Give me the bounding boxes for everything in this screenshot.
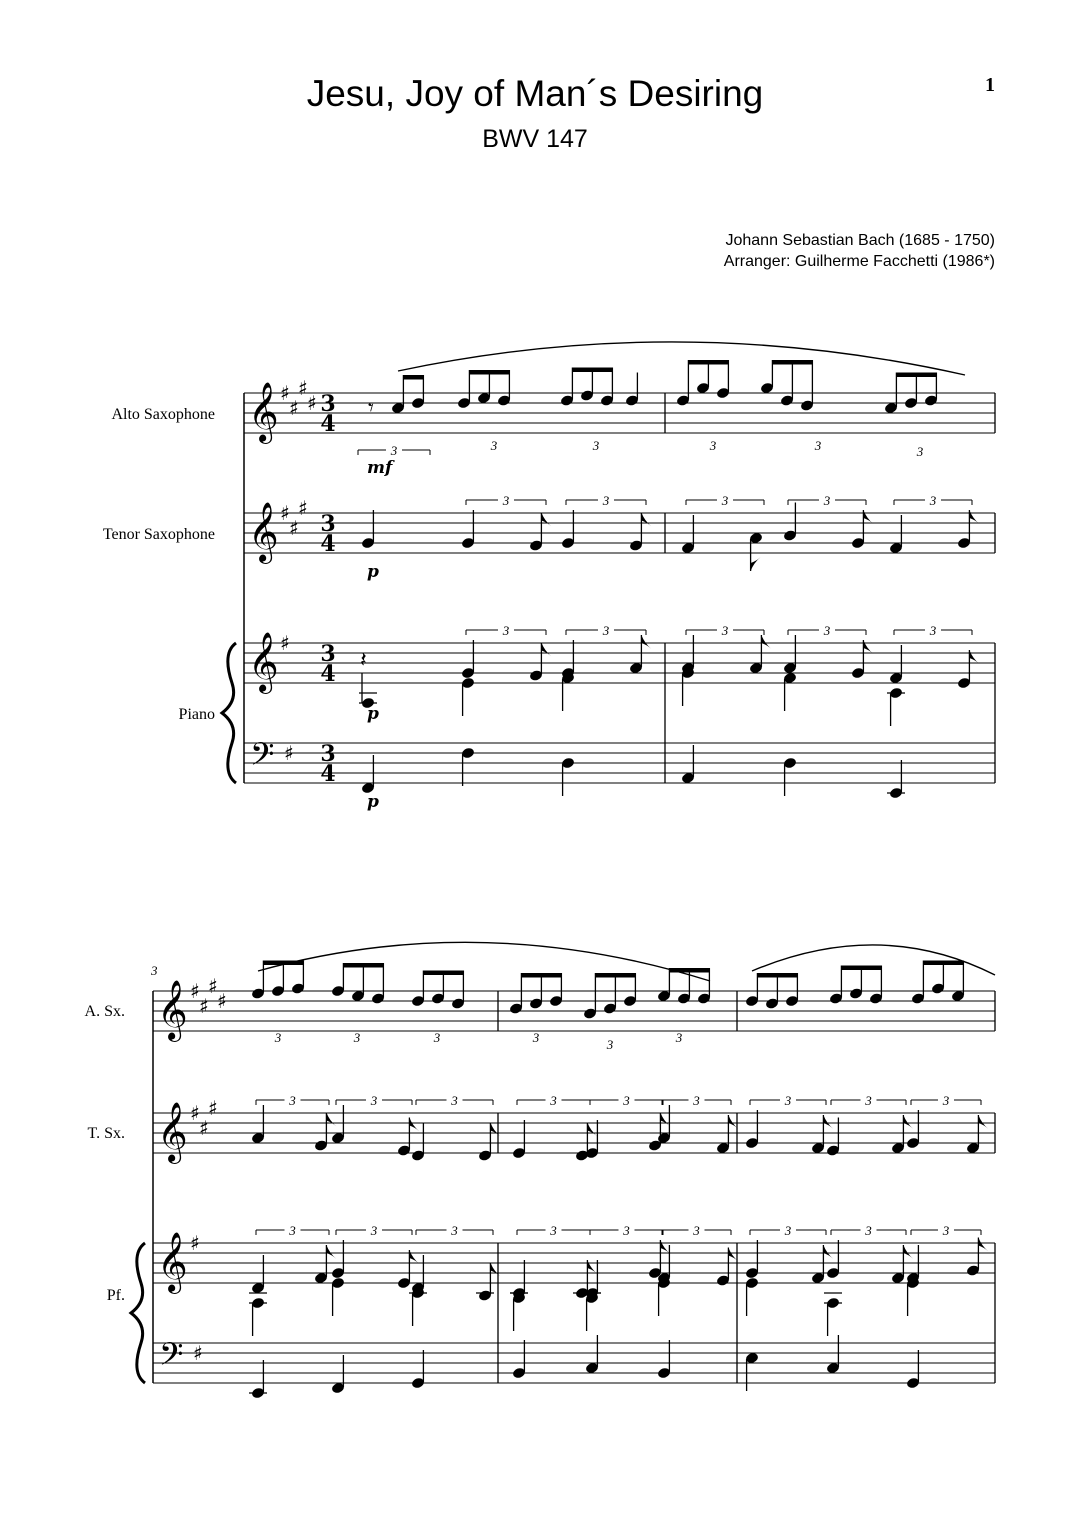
- note-flag: [978, 1238, 988, 1252]
- tuplet-number: 3: [353, 1030, 361, 1045]
- tuplet-number: 3: [721, 493, 729, 508]
- treble-clef-icon: 𝄞: [157, 980, 188, 1040]
- note-flag: [541, 513, 551, 527]
- note-flag: [978, 1115, 988, 1129]
- tuplet-number: 3: [592, 438, 600, 453]
- sharp-icon: ♯: [193, 1341, 203, 1365]
- page-number: 1: [985, 74, 995, 96]
- tuplet-number: 3: [623, 1093, 630, 1108]
- slur: [752, 945, 995, 975]
- dynamic-p: p: [367, 562, 379, 582]
- note-flag: [761, 635, 771, 649]
- treble-clef-icon: 𝄞: [157, 1232, 188, 1292]
- note-beam: [469, 370, 509, 375]
- tuplet-number: 3: [390, 443, 398, 458]
- note-beam: [923, 961, 963, 966]
- note-flag: [541, 643, 551, 657]
- note-flag: [903, 1115, 913, 1129]
- sharp-icon: ♯: [284, 741, 294, 765]
- sharp-icon: ♯: [190, 979, 200, 1003]
- tuplet-number: 3: [606, 1037, 614, 1052]
- sharp-icon: ♯: [217, 989, 227, 1013]
- treble-clef-icon: 𝄞: [248, 382, 279, 442]
- sharp-icon: ♯: [199, 994, 209, 1018]
- sharp-icon: ♯: [190, 1231, 200, 1255]
- treble-clef-icon: 𝄞: [248, 632, 279, 692]
- note-beam: [403, 375, 423, 380]
- sharp-icon: ♯: [289, 396, 299, 420]
- tuplet-number: 3: [623, 1223, 630, 1238]
- note-flag: [823, 1245, 833, 1259]
- dynamic-p: p: [367, 704, 379, 724]
- tuplet-number: 3: [602, 493, 610, 508]
- piece-title: Jesu, Joy of Man´s Desiring: [306, 73, 764, 114]
- tuplet-number: 3: [709, 438, 717, 453]
- sharp-icon: ♯: [280, 381, 290, 405]
- time-signature-numerator: 3: [320, 391, 336, 417]
- arranger-credit: Arranger: Guilherme Facchetti (1986*): [723, 253, 995, 270]
- note-flag: [863, 510, 873, 524]
- tuplet-number: 3: [550, 1093, 557, 1108]
- treble-clef-icon: 𝄞: [157, 1102, 188, 1162]
- sharp-icon: ♯: [199, 1116, 209, 1140]
- tuplet-number: 3: [451, 1093, 458, 1108]
- note-beam: [688, 360, 728, 365]
- sharp-icon: ♯: [298, 376, 308, 400]
- note-beam: [896, 373, 936, 378]
- dynamic-p: p: [367, 792, 379, 812]
- sharp-icon: ♯: [298, 496, 308, 520]
- note-flag: [823, 1115, 833, 1129]
- tuplet-number: 3: [693, 1223, 700, 1238]
- note-flag: [969, 510, 979, 524]
- tuplet-number: 3: [942, 1093, 950, 1108]
- sharp-icon: ♯: [208, 974, 218, 998]
- tuplet-number: 3: [865, 1223, 872, 1238]
- note-flag: [490, 1263, 500, 1277]
- time-signature-denominator: 4: [320, 661, 336, 687]
- tuplet-number: 3: [370, 1223, 378, 1238]
- treble-clef-icon: 𝄞: [248, 502, 279, 562]
- eighth-rest-icon: 𝄾: [368, 396, 374, 421]
- note-flag: [409, 1250, 419, 1264]
- alto-sax-short-label: A. Sx.: [84, 1003, 125, 1020]
- note-flag: [641, 635, 651, 649]
- slur: [258, 942, 710, 981]
- piano-brace: [222, 643, 236, 783]
- tuplet-number: 3: [865, 1093, 872, 1108]
- music-notation: [131, 342, 995, 1399]
- sharp-icon: ♯: [208, 1096, 218, 1120]
- note-beam: [841, 966, 881, 971]
- piano-label: Piano: [178, 706, 215, 723]
- note-flag: [969, 650, 979, 664]
- time-signature-numerator: 3: [320, 511, 336, 537]
- note-flag: [863, 640, 873, 654]
- note-flag: [326, 1113, 336, 1127]
- tuplet-number: 3: [675, 1030, 683, 1045]
- sharp-icon: ♯: [289, 516, 299, 540]
- time-signature-numerator: 3: [320, 641, 336, 667]
- time-signature-denominator: 4: [320, 761, 336, 787]
- tuplet-number: 3: [289, 1093, 296, 1108]
- note-beam: [343, 963, 383, 968]
- composer-credit: Johann Sebastian Bach (1685 - 1750): [725, 232, 995, 249]
- quarter-rest-icon: 𝄽: [360, 648, 367, 673]
- sharp-icon: ♯: [190, 1101, 200, 1125]
- tuplet-number: 3: [532, 1030, 540, 1045]
- note-beam: [521, 973, 561, 978]
- alto-sax-label: Alto Saxophone: [111, 406, 215, 423]
- tuplet-number: 3: [916, 444, 924, 459]
- tuplet-number: 3: [502, 623, 510, 638]
- note-beam: [572, 368, 612, 373]
- measure-number: 3: [151, 963, 158, 978]
- tuplet-number: 3: [784, 1093, 792, 1108]
- tuplet-number: 3: [274, 1030, 282, 1045]
- tuplet-number: 3: [289, 1223, 296, 1238]
- tuplet-number: 3: [451, 1223, 458, 1238]
- tenor-sax-short-label: T. Sx.: [87, 1125, 125, 1142]
- note-flag: [641, 513, 651, 527]
- tuplet-number: 3: [942, 1223, 950, 1238]
- piece-subtitle: BWV 147: [482, 125, 588, 153]
- tuplet-number: 3: [814, 438, 822, 453]
- sharp-icon: ♯: [307, 391, 317, 415]
- piano-short-label: Pf.: [106, 1287, 125, 1304]
- sharp-icon: ♯: [280, 631, 290, 655]
- tuplet-number: 3: [823, 493, 831, 508]
- tuplet-number: 3: [823, 623, 831, 638]
- note-flag: [490, 1123, 500, 1137]
- note-beam: [595, 973, 635, 978]
- note-flag: [587, 1123, 597, 1137]
- tuplet-number: 3: [490, 438, 498, 453]
- tuplet-number: 3: [929, 623, 937, 638]
- tuplet-number: 3: [433, 1030, 441, 1045]
- note-flag: [409, 1118, 419, 1132]
- bass-clef-icon: 𝄢: [250, 736, 275, 780]
- piano-brace: [131, 1243, 145, 1383]
- tuplet-number: 3: [502, 493, 510, 508]
- time-signature-numerator: 3: [320, 741, 336, 767]
- tuplet-number: 3: [784, 1223, 792, 1238]
- bass-clef-icon: 𝄢: [159, 1336, 184, 1380]
- note-flag: [903, 1245, 913, 1259]
- note-beam: [772, 360, 812, 365]
- tuplet-number: 3: [721, 623, 729, 638]
- note-beam: [757, 973, 797, 978]
- note-flag: [587, 1260, 597, 1274]
- tuplet-number: 3: [602, 623, 610, 638]
- time-signature-denominator: 4: [320, 531, 336, 557]
- tuplet-number: 3: [370, 1093, 378, 1108]
- dynamic-mf: mf: [367, 458, 393, 478]
- tuplet-number: 3: [693, 1093, 700, 1108]
- sharp-icon: ♯: [280, 501, 290, 525]
- note-beam: [423, 971, 463, 976]
- note-flag: [751, 557, 761, 571]
- tenor-sax-label: Tenor Saxophone: [102, 526, 215, 543]
- tuplet-number: 3: [929, 493, 937, 508]
- time-signature-denominator: 4: [320, 411, 336, 437]
- tuplet-number: 3: [550, 1223, 557, 1238]
- note-flag: [326, 1245, 336, 1259]
